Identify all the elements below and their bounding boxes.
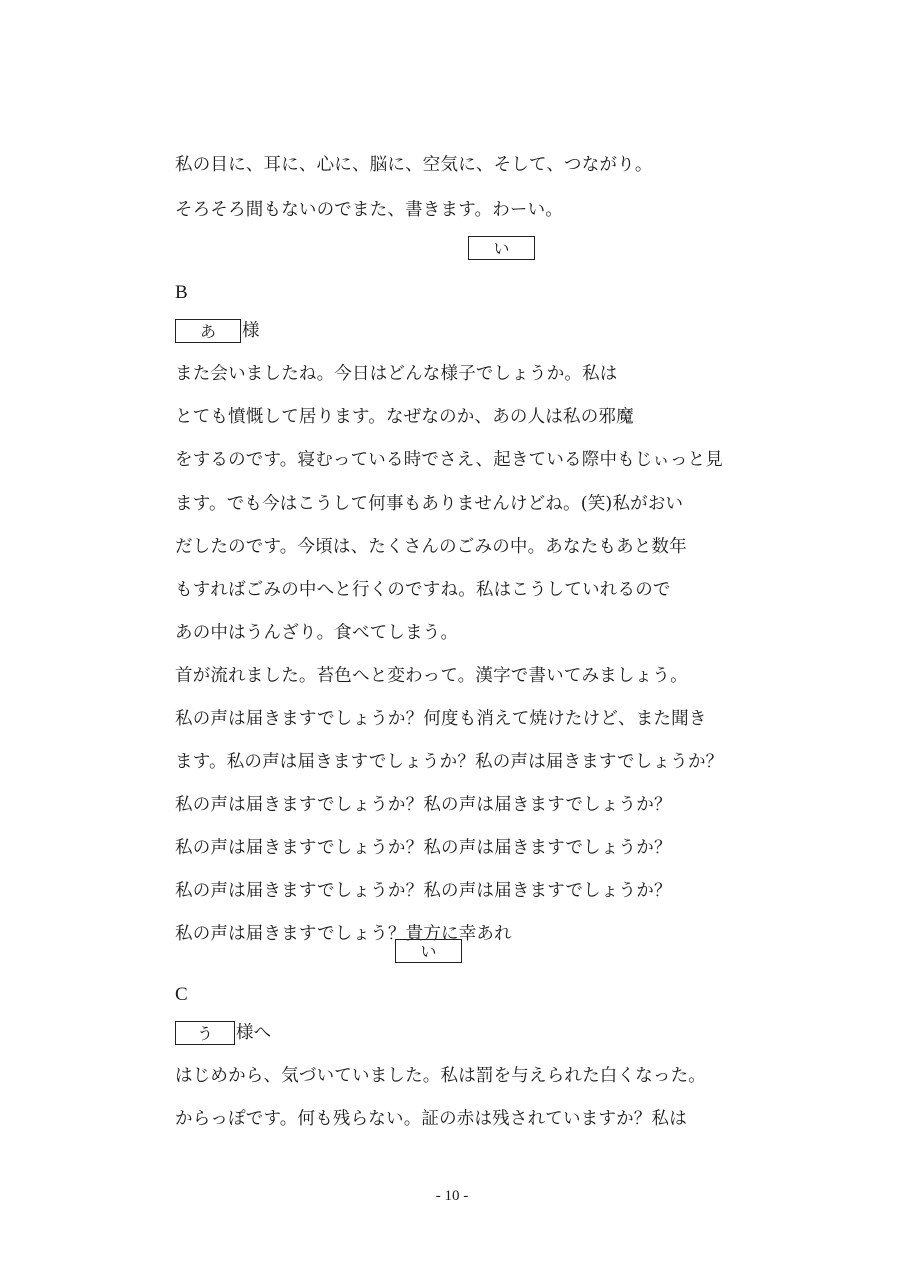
addressee-suffix: 様へ: [236, 1023, 271, 1043]
text-line: からっぽです。何も残らない。証の赤は残されていますか？私は: [175, 1109, 687, 1129]
text-line: 私の声は届きますでしょうか？私の声は届きますでしょうか？: [175, 881, 672, 901]
text-line: また会いましたね。今日はどんな様子でしょうか。私は: [175, 364, 618, 384]
text-line: もすればごみの中へと行くのですね。私はこうしていれるので: [175, 580, 671, 600]
text-line: とても憤慨して居ります。なぜなのか、あの人は私の邪魔: [175, 407, 634, 427]
answer-box: い: [468, 236, 535, 260]
blank-box-u: う: [175, 1021, 235, 1045]
addressee-suffix: 様: [242, 321, 260, 341]
text-line: 私の目に、耳に、心に、脳に、空気に、そして、つながり。: [175, 155, 653, 175]
section-heading-b: B: [175, 282, 188, 303]
text-line: あの中はうんざり。食べてしまう。: [175, 623, 459, 643]
text-line: 首が流れました。苔色へと変わって。漢字で書いてみましょう。: [175, 666, 688, 686]
text-line: をするのです。寝むっている時でさえ、起きている際中もじぃっと見: [175, 450, 723, 470]
text-line: はじめから、気づいていました。私は罰を与えられた白くなった。: [175, 1066, 706, 1086]
text-line: 私の声は届きますでしょうか？私の声は届きますでしょうか？: [175, 795, 672, 815]
text-line: ます。私の声は届きますでしょうか？私の声は届きますでしょうか？: [175, 752, 724, 772]
text-line: 私の声は届きますでしょう？貴方に幸あれ: [175, 924, 512, 944]
answer-box: い: [395, 939, 462, 963]
text-line: そろそろ間もないのでまた、書きます。わーい。: [175, 200, 563, 220]
text-line: 私の声は届きますでしょうか？何度も消えて焼けたけど、また聞き: [175, 709, 707, 729]
text-line: だしたのです。今頃は、たくさんのごみの中。あなたもあと数年: [175, 537, 687, 557]
page-number: - 10 -: [435, 1188, 469, 1204]
section-heading-c: C: [175, 984, 188, 1005]
text-line: ます。でも今はこうして何事もありませんけどね。(笑)私がおい: [175, 494, 684, 514]
text-line: 私の声は届きますでしょうか？私の声は届きますでしょうか？: [175, 838, 672, 858]
blank-box-a: あ: [175, 319, 241, 343]
